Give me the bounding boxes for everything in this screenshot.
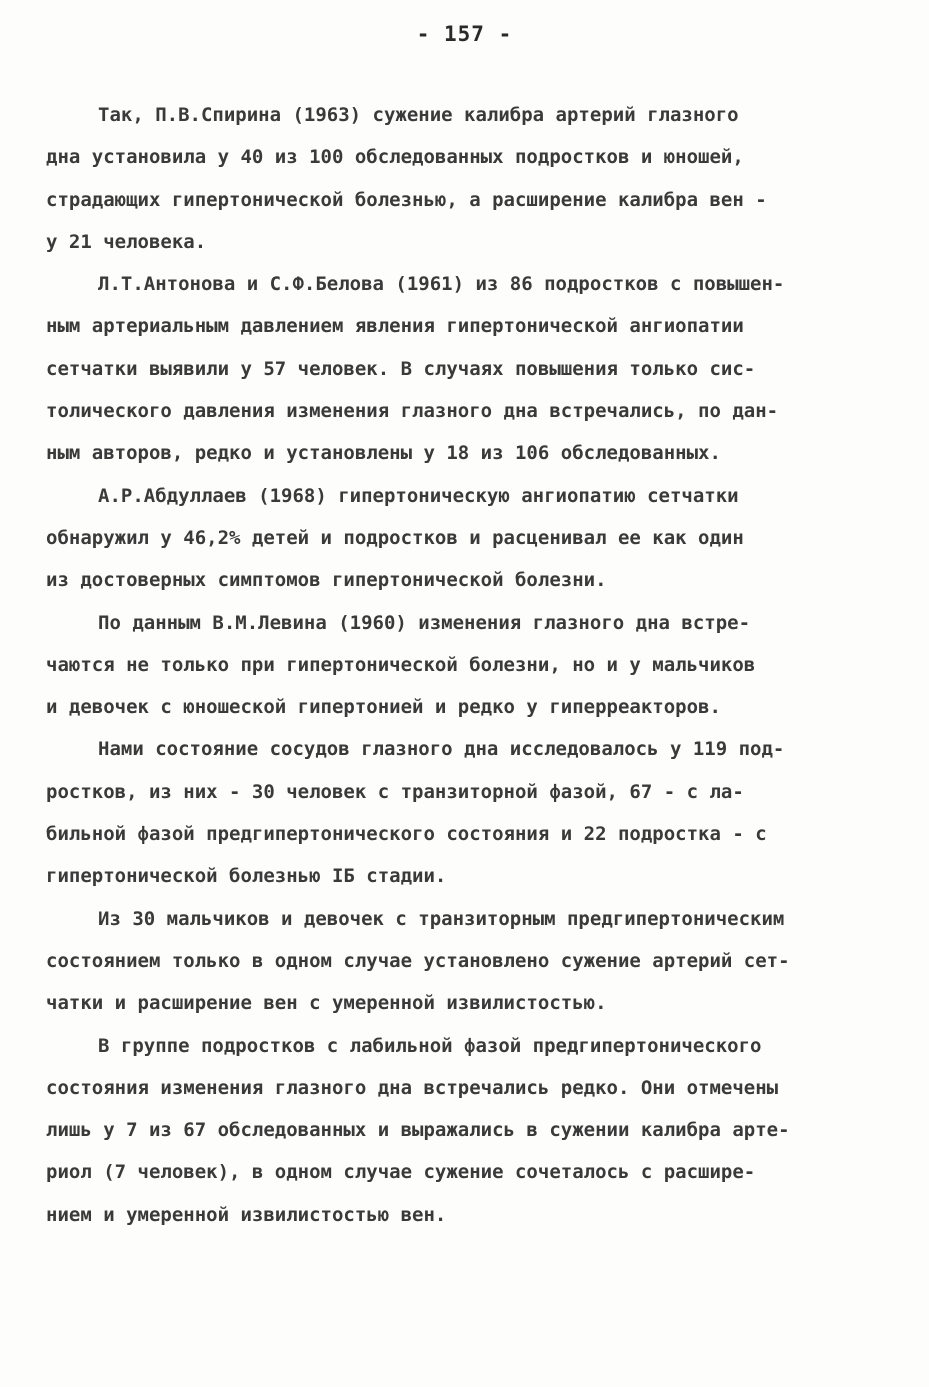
text-line: ростков, из них - 30 человек с транзиторной фазой, 67 - с ла- [46, 780, 744, 803]
paragraph [46, 1025, 891, 1236]
text-line: дна установила у 40 из 100 обследованных подростков и юношей, [46, 146, 744, 169]
text-line: нием и умеренной извилистостью вен. [46, 1203, 447, 1226]
text-line: По данным В.М.Левина (1960) изменения глазного дна встре- [98, 611, 751, 634]
text-line: страдающих гипертонической болезнью, а расширение калибра вен - [46, 188, 767, 211]
text-line: ным авторов, редко и установлены у 18 из 106 обследованных. [46, 442, 721, 465]
text-line: состоянием только в одном случае установлено сужение артерий сет- [46, 949, 790, 972]
text-line: риол (7 человек), в одном случае сужение сочеталось с расшире- [46, 1161, 756, 1184]
text-line: А.Р.Абдуллаев (1968) гипертоническую ангиопатию сетчатки [98, 484, 739, 507]
body-text [46, 94, 891, 1236]
text-line: сетчатки выявили у 57 человек. В случаях повышения только сис- [46, 357, 756, 380]
text-line: лишь у 7 из 67 обследованных и выражались в сужении калибра арте- [46, 1119, 790, 1142]
text-line: ным артериальным давлением явления гипертонической ангиопатии [46, 315, 744, 338]
paragraph [46, 898, 891, 1025]
text-line: состояния изменения глазного дна встречались редко. Они отмечены [46, 1076, 779, 1099]
paragraph [46, 602, 891, 729]
paragraph [46, 263, 891, 474]
text-line: и девочек с юношеской гипертонией и редко у гиперреакторов. [46, 696, 721, 719]
text-line: Л.Т.Антонова и С.Ф.Белова (1961) из 86 подростков с повышен- [98, 273, 785, 296]
text-line: чаются не только при гипертонической болезни, но и у мальчиков [46, 653, 756, 676]
text-line: из достоверных симптомов гипертонической болезни. [46, 569, 607, 592]
text-line: чатки и расширение вен с умеренной извилистостью. [46, 992, 607, 1015]
paragraph [46, 728, 891, 897]
page-number: - 157 - [416, 22, 513, 46]
text-line: у 21 человека. [46, 230, 207, 253]
text-line: Так, П.В.Спирина (1963) сужение калибра артерий глазного [98, 104, 739, 126]
paragraph [46, 94, 891, 263]
text-line: Нами состояние сосудов глазного дна исследовалось у 119 под- [98, 738, 785, 761]
text-line: гипертонической болезнью IБ стадии. [46, 865, 447, 888]
text-line: бильной фазой предгипертонического состояния и 22 подростка - с [46, 823, 767, 846]
text-line: В группе подростков с лабильной фазой предгипертонического [98, 1034, 762, 1057]
text-line: толического давления изменения глазного дна встречались, по дан- [46, 400, 779, 423]
text-line: обнаружил у 46,2% детей и подростков и расценивал ее как один [46, 526, 744, 549]
paragraph [46, 475, 891, 602]
text-line: Из 30 мальчиков и девочек с транзиторным предгипертоническим [98, 907, 785, 930]
